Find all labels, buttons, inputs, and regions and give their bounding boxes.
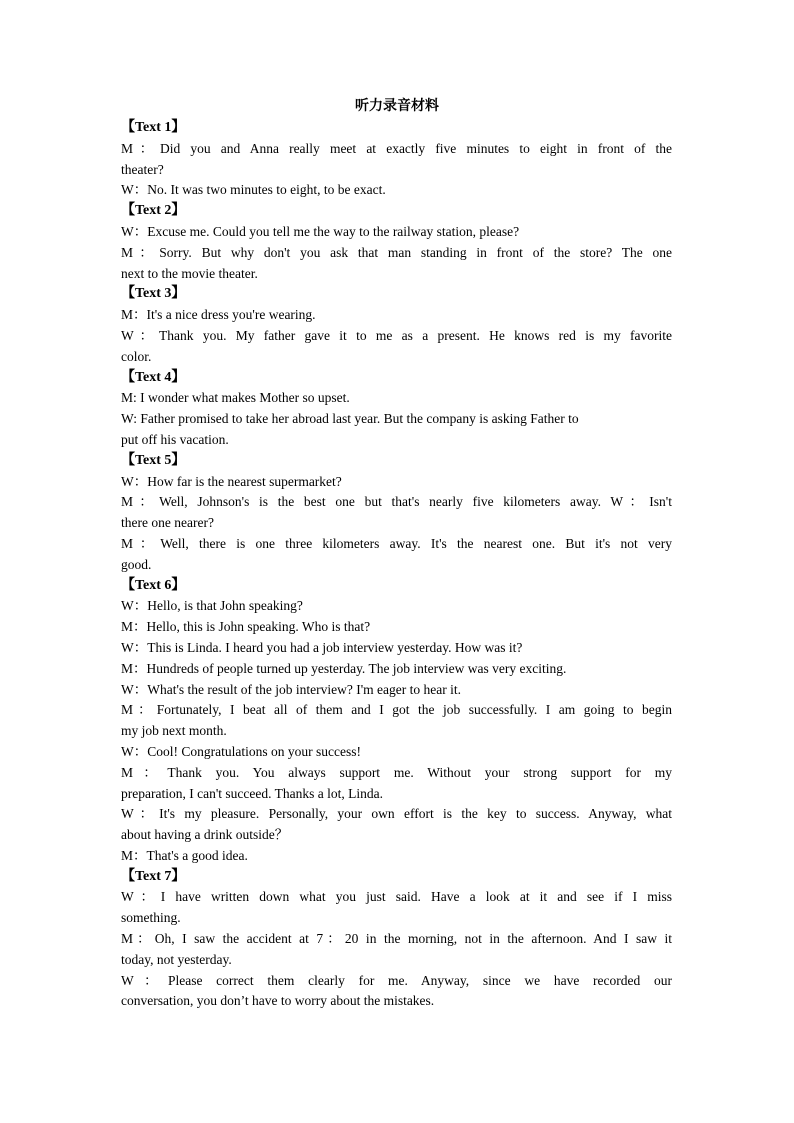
dialogue-line: M：Did you and Anna really meet at exactly five minutes to eight in front of the	[121, 140, 672, 156]
dialogue-line: M：Thank you. You always support me. Without your strong support for my	[121, 764, 672, 780]
dialogue-line: W：Excuse me. Could you tell me the way to the railway station, please?	[121, 223, 520, 239]
dialogue-line: theater?	[121, 161, 164, 177]
dialogue-line: about having a drink outside？	[121, 827, 289, 843]
dialogue-line: W：This is Linda. I heard you had a job interview yesterday. How was it?	[121, 639, 523, 655]
section-heading: 【Text 7】	[121, 868, 186, 884]
section-heading: 【Text 1】	[121, 120, 186, 135]
dialogue-line: today, not yesterday.	[121, 951, 232, 967]
dialogue-line: color.	[121, 348, 152, 364]
dialogue-line: put off his vacation.	[121, 431, 229, 447]
dialogue-line: M：Hello, this is John speaking. Who is that?	[121, 619, 371, 635]
dialogue-line: next to the movie theater.	[121, 265, 258, 281]
transcript-section	[121, 201, 672, 284]
dialogue-line: W：Thank you. My father gave it to me as a present. He knows red is my favorite	[121, 327, 672, 343]
dialogue-line: W: Father promised to take her abroad last year. But the company is asking Father to	[121, 411, 579, 427]
dialogue-line: M: I wonder what makes Mother so upset.	[121, 390, 350, 406]
dialogue-line: M：Hundreds of people turned up yesterday. The job interview was very exciting.	[121, 660, 567, 676]
transcript-section	[121, 284, 672, 367]
dialogue-line: good.	[121, 556, 152, 572]
dialogue-line: M：It's a nice dress you're wearing.	[121, 307, 316, 323]
transcript-section	[121, 576, 672, 867]
transcript-body	[121, 118, 672, 1012]
dialogue-line: there one nearer?	[121, 515, 214, 531]
dialogue-line: conversation, you don’t have to worry about the mistakes.	[121, 993, 435, 1009]
section-heading: 【Text 6】	[121, 577, 186, 593]
page-title: 听力录音材料	[355, 98, 439, 114]
dialogue-line: W：No. It was two minutes to eight, to be exact.	[121, 182, 386, 198]
dialogue-line: M：That's a good idea.	[121, 847, 248, 863]
dialogue-line: preparation, I can't succeed. Thanks a lot, Linda.	[121, 785, 383, 801]
section-heading: 【Text 5】	[121, 452, 186, 468]
dialogue-line: M：Sorry. But why don't you ask that man standing in front of the store? The one	[121, 244, 672, 260]
dialogue-line: something.	[121, 910, 181, 926]
dialogue-line: W：Please correct them clearly for me. Anyway, since we have recorded our	[121, 972, 672, 988]
dialogue-line: W：How far is the nearest supermarket?	[121, 473, 342, 489]
transcript-section	[121, 118, 672, 201]
section-heading: 【Text 3】	[121, 286, 186, 302]
dialogue-line: W：Cool! Congratulations on your success!	[121, 743, 361, 759]
dialogue-line: my job next month.	[121, 723, 227, 739]
transcript-section	[121, 867, 672, 1013]
dialogue-line: W：What's the result of the job interview? I'm eager to hear it.	[121, 681, 461, 697]
dialogue-line: M：Well, Johnson's is the best one but that's nearly five kilometers away. W：Isn't	[121, 494, 672, 510]
section-heading: 【Text 2】	[121, 203, 186, 219]
dialogue-line: W：I have written down what you just said. Have a look at it and see if I miss	[121, 889, 672, 905]
dialogue-line: M：Well, there is one three kilometers away. It's the nearest one. But it's not very	[121, 535, 672, 551]
dialogue-line: W：It's my pleasure. Personally, your own effort is the key to success. Anyway, what	[121, 806, 672, 822]
dialogue-line: W：Hello, is that John speaking?	[121, 598, 303, 614]
dialogue-line: M：Fortunately, I beat all of them and I got the job successfully. I am going to begin	[121, 702, 672, 718]
transcript-section	[121, 451, 672, 576]
section-heading: 【Text 4】	[121, 369, 186, 385]
transcript-section	[121, 368, 672, 451]
dialogue-line: M：Oh, I saw the accident at 7：20 in the morning, not in the afternoon. And I saw it	[121, 931, 672, 947]
